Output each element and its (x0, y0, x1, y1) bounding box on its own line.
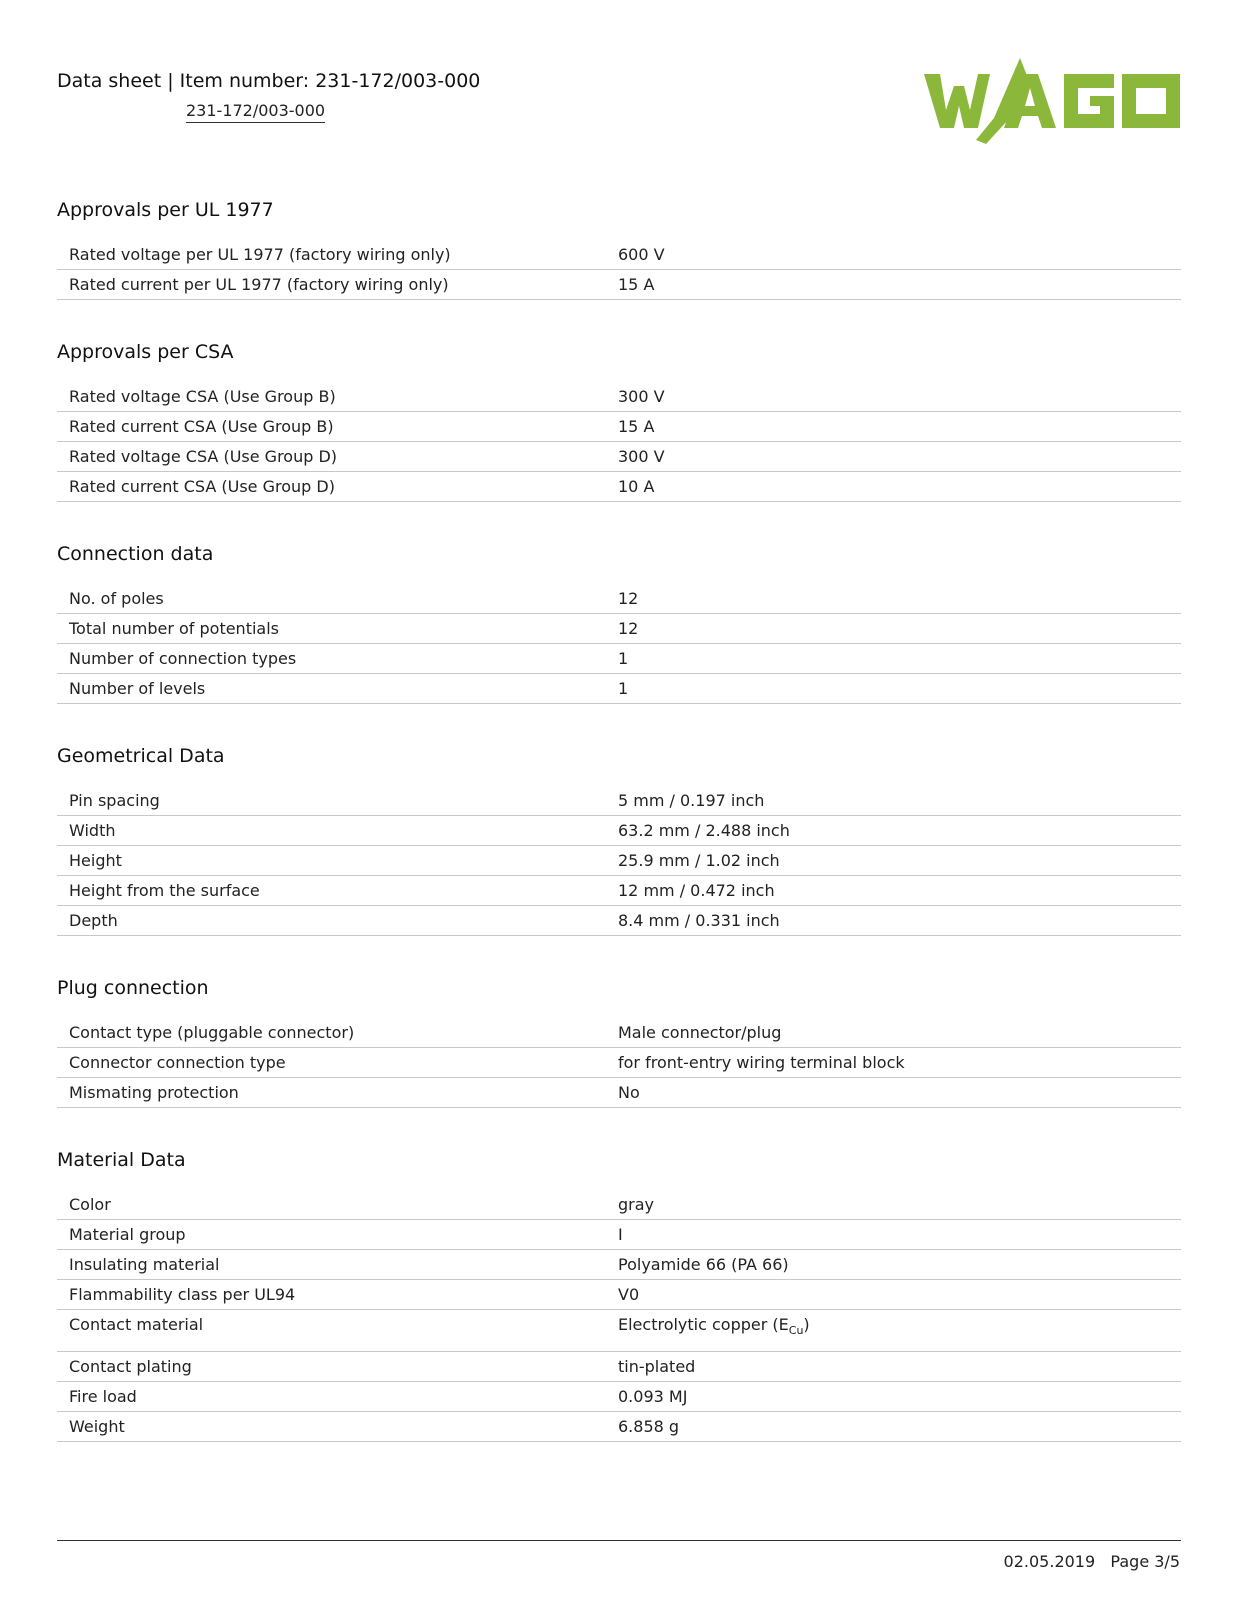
spec-value-text: 8.4 mm / 0.331 inch (618, 911, 780, 930)
spec-value (618, 270, 1181, 300)
section-title: Approvals per UL 1977 (57, 199, 274, 221)
spec-row (57, 906, 1181, 936)
spec-row (57, 644, 1181, 674)
spec-row (57, 584, 1181, 614)
spec-label: Total number of potentials (69, 619, 279, 638)
spec-row (57, 1018, 1181, 1048)
spec-label: No. of poles (69, 589, 164, 608)
spec-value-text: gray (618, 1195, 655, 1214)
spec-value (618, 1310, 1181, 1346)
spec-label: Rated current CSA (Use Group D) (69, 477, 335, 496)
spec-value (618, 1250, 1181, 1280)
spec-section (57, 744, 1181, 936)
spec-value-subscript: Cu (788, 1324, 804, 1337)
spec-label: Number of levels (69, 679, 206, 698)
spec-section (57, 976, 1181, 1108)
section-spacer (57, 936, 1181, 976)
spec-row (57, 1310, 1181, 1352)
spec-label: Insulating material (69, 1255, 220, 1274)
spec-label: Number of connection types (69, 649, 297, 668)
spec-label: Flammability class per UL94 (69, 1285, 296, 1304)
spec-row (57, 1382, 1181, 1412)
spec-value (618, 240, 1181, 270)
spec-value (618, 906, 1181, 936)
spec-label: Rated current per UL 1977 (factory wiring only) (69, 275, 449, 294)
spec-label: Pin spacing (69, 791, 160, 810)
spec-row (57, 270, 1181, 300)
section-title: Geometrical Data (57, 745, 225, 767)
section-spacer (57, 1108, 1181, 1148)
section-title: Connection data (57, 543, 214, 565)
footer-page-number: Page 3/5 (1110, 1552, 1180, 1571)
spec-label: Mismating protection (69, 1083, 239, 1102)
spec-label: Width (69, 821, 116, 840)
spec-value (618, 876, 1181, 906)
spec-label: Contact type (pluggable connector) (69, 1023, 355, 1042)
spec-value-text: 5 mm / 0.197 inch (618, 791, 765, 810)
spec-row (57, 614, 1181, 644)
spec-value-text: 63.2 mm / 2.488 inch (618, 821, 790, 840)
spec-value (618, 1220, 1181, 1250)
spec-value-text: 1 (618, 649, 629, 668)
spec-value (618, 584, 1181, 614)
spec-label: Height from the surface (69, 881, 260, 900)
spec-section (57, 340, 1181, 502)
spec-value (618, 644, 1181, 674)
spec-value-text: 25.9 mm / 1.02 inch (618, 851, 780, 870)
spec-row (57, 786, 1181, 816)
spec-value-text: 0.093 MJ (618, 1387, 688, 1406)
spec-value (618, 614, 1181, 644)
page-footer (1004, 1552, 1180, 1571)
spec-section (57, 198, 1181, 300)
spec-row (57, 1220, 1181, 1250)
spec-row (57, 816, 1181, 846)
spec-value-text: 15 A (618, 417, 655, 436)
spec-value (618, 674, 1181, 704)
footer-divider (57, 1540, 1181, 1541)
spec-value-text: 12 mm / 0.472 inch (618, 881, 775, 900)
section-title: Material Data (57, 1149, 186, 1171)
spec-row (57, 1078, 1181, 1108)
spec-row (57, 846, 1181, 876)
spec-value-text: 15 A (618, 275, 655, 294)
spec-value (618, 1412, 1181, 1442)
spec-value-text: V0 (618, 1285, 640, 1304)
spec-value (618, 1078, 1181, 1108)
section-title: Plug connection (57, 977, 209, 999)
spec-value (618, 1018, 1181, 1048)
spec-value-text: Polyamide 66 (PA 66) (618, 1255, 789, 1274)
spec-value-text: 12 (618, 619, 639, 638)
spec-value (618, 846, 1181, 876)
spec-row (57, 412, 1181, 442)
spec-value (618, 1352, 1181, 1382)
spec-value-text: No (618, 1083, 640, 1102)
spec-value-text: for front-entry wiring terminal block (618, 1053, 905, 1072)
spec-label: Rated current CSA (Use Group B) (69, 417, 334, 436)
spec-label: Depth (69, 911, 118, 930)
spec-label: Fire load (69, 1387, 137, 1406)
wago-logo (924, 58, 1180, 144)
spec-value-text: I (618, 1225, 623, 1244)
spec-label: Color (69, 1195, 111, 1214)
spec-value-text: 6.858 g (618, 1417, 680, 1436)
section-spacer (57, 300, 1181, 340)
spec-sections (57, 198, 1181, 1442)
spec-row (57, 1352, 1181, 1382)
section-spacer (57, 704, 1181, 744)
spec-value (618, 1190, 1181, 1220)
spec-label: Material group (69, 1225, 186, 1244)
spec-row (57, 1280, 1181, 1310)
section-spacer (57, 502, 1181, 542)
spec-label: Weight (69, 1417, 125, 1436)
spec-value-text: tin-plated (618, 1357, 696, 1376)
spec-row (57, 1048, 1181, 1078)
spec-section (57, 1148, 1181, 1442)
spec-label: Contact material (69, 1315, 204, 1334)
spec-label: Rated voltage CSA (Use Group B) (69, 387, 336, 406)
spec-row (57, 382, 1181, 412)
spec-value (618, 1280, 1181, 1310)
spec-row (57, 240, 1181, 270)
spec-value (618, 816, 1181, 846)
section-title: Approvals per CSA (57, 341, 234, 363)
spec-value (618, 382, 1181, 412)
spec-label: Rated voltage per UL 1977 (factory wiring only) (69, 245, 451, 264)
document-title: Data sheet | Item number: 231-172/003-000 (57, 70, 481, 92)
spec-value-text: 10 A (618, 477, 655, 496)
spec-value-text: 300 V (618, 387, 665, 406)
spec-row (57, 674, 1181, 704)
spec-row (57, 1250, 1181, 1280)
item-number-link[interactable]: 231-172/003-000 (186, 101, 325, 123)
spec-value (618, 1382, 1181, 1412)
spec-value-text: 1 (618, 679, 629, 698)
spec-value-text: 300 V (618, 447, 665, 466)
spec-value (618, 786, 1181, 816)
spec-label: Connector connection type (69, 1053, 286, 1072)
spec-value-text: 600 V (618, 245, 665, 264)
spec-row (57, 442, 1181, 472)
spec-value-text: Electrolytic copper (E (618, 1315, 789, 1334)
spec-row (57, 1190, 1181, 1220)
spec-value (618, 442, 1181, 472)
spec-value (618, 472, 1181, 502)
spec-value-suffix: ) (803, 1315, 810, 1334)
footer-date: 02.05.2019 (1003, 1552, 1096, 1571)
spec-label: Rated voltage CSA (Use Group D) (69, 447, 338, 466)
spec-label: Height (69, 851, 122, 870)
spec-row (57, 876, 1181, 906)
spec-value (618, 1048, 1181, 1078)
spec-value-text: 12 (618, 589, 639, 608)
spec-label: Contact plating (69, 1357, 192, 1376)
spec-row (57, 472, 1181, 502)
spec-section (57, 542, 1181, 704)
spec-value (618, 412, 1181, 442)
spec-row (57, 1412, 1181, 1442)
spec-value-text: Male connector/plug (618, 1023, 782, 1042)
